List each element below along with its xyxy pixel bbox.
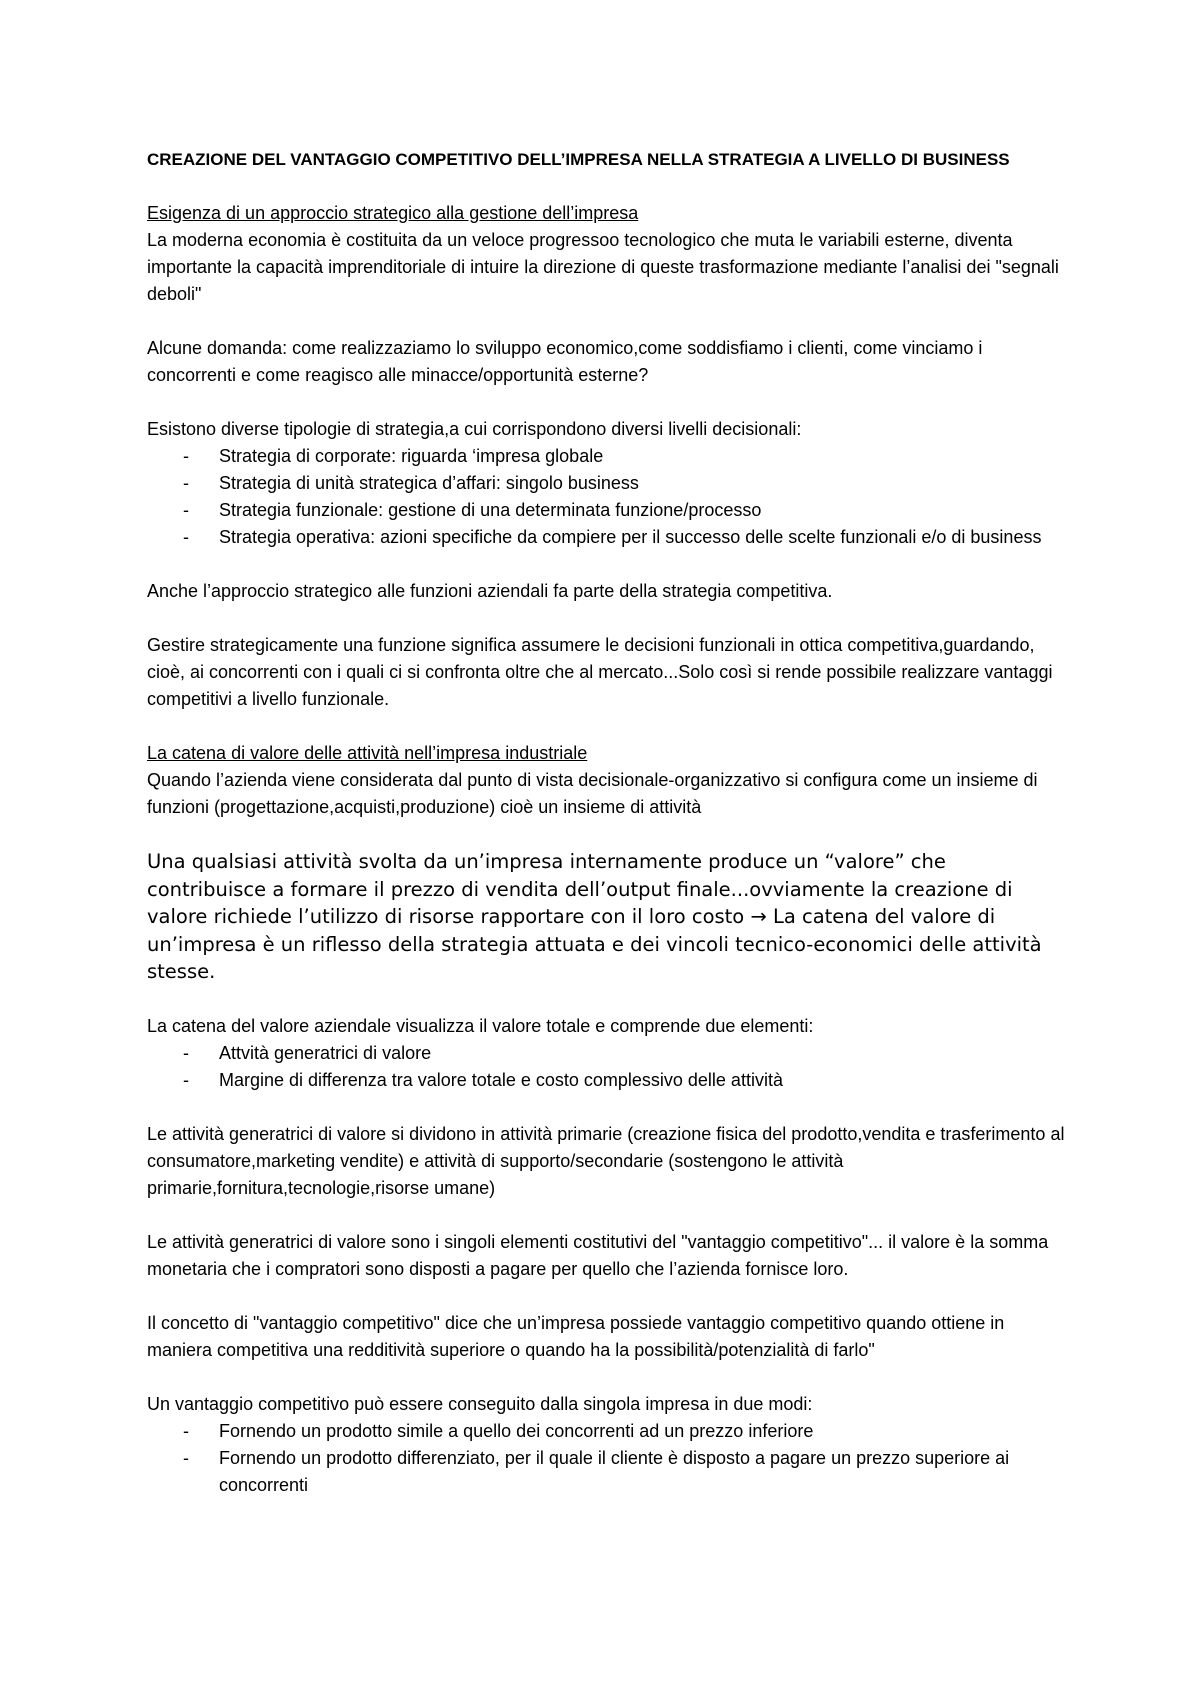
spacer bbox=[147, 1283, 1067, 1310]
dash-bullet: - bbox=[183, 1042, 189, 1063]
spacer bbox=[147, 1364, 1067, 1391]
paragraph: La moderna economia è costituita da un veloce progressoo tecnologico che muta le variabili esterne, diventa importante la capacità imprenditoriale di intuire la direzione di queste trasformazione mediante l’analisi dei "segnali deboli" bbox=[147, 230, 1059, 304]
paragraph: Anche l’approccio strategico alle funzioni aziendali fa parte della strategia competitiva. bbox=[147, 581, 833, 601]
paragraph: Una qualsiasi attività svolta da un’impresa internamente produce un “valore” che contribuisce a formare il prezzo di vendita dell’output finale...ovviamente la creazione di valore richiede l’utilizzo di risorse rapportare con il loro costo → La catena del valore di un’impresa è un riflesso della strategia attuata e dei vincoli tecnico-economici delle attività stesse. bbox=[147, 850, 1042, 983]
spacer bbox=[147, 308, 1067, 335]
list-item-text: Strategia di corporate: riguarda ‘impresa globale bbox=[219, 446, 604, 466]
value-chain-elements-list bbox=[147, 1040, 1067, 1094]
paragraph: Le attività generatrici di valore sono i singoli elementi costitutivi del "vantaggio competitivo"... il valore è la somma monetaria che i compratori sono disposti a pagare per quello che l’azienda fornisce loro. bbox=[147, 1231, 1049, 1279]
dash-bullet: - bbox=[183, 446, 189, 466]
spacer bbox=[147, 1202, 1067, 1229]
list-item-text: Strategia operativa: azioni specifiche da compiere per il successo delle scelte funzionali e/o di business bbox=[219, 527, 1042, 547]
dash-bullet: - bbox=[183, 1420, 189, 1441]
paragraph: Un vantaggio competitivo può essere conseguito dalla singola impresa in due modi: bbox=[147, 1393, 813, 1414]
section-heading-approccio: Esigenza di un approccio strategico alla gestione dell’impresa bbox=[147, 203, 639, 223]
spacer bbox=[147, 605, 1067, 632]
list-item bbox=[147, 443, 1067, 470]
list-item-text: Fornendo un prodotto differenziato, per il quale il cliente è disposto a pagare un prezzo superiore ai concorrenti bbox=[219, 1447, 1010, 1495]
spacer bbox=[147, 821, 1067, 848]
list-item-text: Strategia funzionale: gestione di una determinata funzione/processo bbox=[219, 500, 762, 520]
document-body bbox=[147, 146, 1067, 1499]
paragraph: Il concetto di "vantaggio competitivo" dice che un’impresa possiede vantaggio competitivo quando ottiene in maniera competitiva una redditività superiore o quando ha la possibilità/potenzialità di farlo" bbox=[147, 1312, 1005, 1360]
paragraph: Alcune domanda: come realizzaziamo lo sviluppo economico,come soddisfiamo i clienti, come vinciamo i concorrenti e come reagisco alle minacce/opportunità esterne? bbox=[147, 338, 983, 385]
spacer bbox=[147, 986, 1067, 1013]
list-item bbox=[147, 470, 1067, 497]
list-item-text: Attvità generatrici di valore bbox=[219, 1042, 432, 1063]
spacer bbox=[147, 1094, 1067, 1121]
dash-bullet: - bbox=[183, 527, 189, 547]
section-heading-catena: La catena di valore delle attività nell’impresa industriale bbox=[147, 743, 588, 763]
list-item bbox=[147, 524, 1067, 551]
strategy-levels-list bbox=[147, 443, 1067, 551]
spacer bbox=[147, 551, 1067, 578]
dash-bullet: - bbox=[183, 1069, 189, 1090]
spacer bbox=[147, 389, 1067, 416]
list-item-text: Fornendo un prodotto simile a quello dei concorrenti ad un prezzo inferiore bbox=[219, 1420, 814, 1441]
paragraph: Esistono diverse tipologie di strategia,a cui corrispondono diversi livelli decisionali: bbox=[147, 419, 802, 439]
dash-bullet: - bbox=[183, 500, 189, 520]
list-item bbox=[147, 497, 1067, 524]
dash-bullet: - bbox=[183, 1447, 189, 1468]
paragraph: Le attività generatrici di valore si dividono in attività primarie (creazione fisica del prodotto,vendita e trasferimento al consumatore,marketing vendite) e attività di supporto/secondarie (sostengono le attività primarie,fornitura,tecnologie,risorse umane) bbox=[147, 1123, 1065, 1198]
spacer bbox=[147, 173, 1067, 200]
list-item-text: Strategia di unità strategica d’affari: singolo business bbox=[219, 473, 639, 493]
dash-bullet: - bbox=[183, 473, 189, 493]
list-item bbox=[147, 1445, 1067, 1499]
spacer bbox=[147, 713, 1067, 740]
list-item bbox=[147, 1418, 1067, 1445]
list-item bbox=[147, 1040, 1067, 1067]
competitive-advantage-modes-list bbox=[147, 1418, 1067, 1499]
paragraph: Quando l’azienda viene considerata dal punto di vista decisionale-organizzativo si configura come un insieme di funzioni (progettazione,acquisti,produzione) cioè un insieme di attività bbox=[147, 770, 1038, 817]
list-item bbox=[147, 1067, 1067, 1094]
paragraph: Gestire strategicamente una funzione significa assumere le decisioni funzionali in ottica competitiva,guardando, cioè, ai concorrenti con i quali ci si confronta oltre che al mercato...Solo così si rende possibile realizzare vantaggi competitivi a livello funzionale. bbox=[147, 635, 1053, 709]
list-item-text: Margine di differenza tra valore totale e costo complessivo delle attività bbox=[219, 1069, 783, 1090]
document-title: CREAZIONE DEL VANTAGGIO COMPETITIVO DELL’IMPRESA NELLA STRATEGIA A LIVELLO DI BUSINESS bbox=[147, 150, 1010, 169]
paragraph: La catena del valore aziendale visualizza il valore totale e comprende due elementi: bbox=[147, 1015, 814, 1036]
